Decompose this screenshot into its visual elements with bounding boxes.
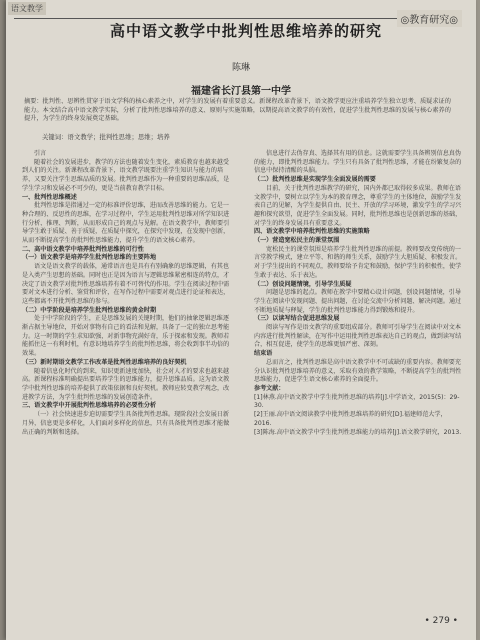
body-paragraph: 信息进行去伪存真、选择其有用的信息。这就需要学生具备辨别信息真伪的能力，即批判性思维能力。学生只有具备了批判性思维，才能在纷繁复杂的信息中保持清醒的头脑。 (254, 150, 462, 175)
reference-item: [1]林燕.高中语文教学中学生批判性思维的培养[J].中学语文，2015(5)：29-30. (254, 393, 460, 410)
body-paragraph: 处于中学阶段的学生，正是思维发展的关键时期，他们的抽象逻辑思维逐渐占据主导地位，开始对事物有自己的看法和见解，具备了一定的独立思考能力。这一时期的学生求知欲强，对新事物充满好奇，乐于探索和发现。教师若能抓住这一有利时机，有意识地培养学生的批判性思维，将会收到事半功倍的效果。 (22, 315, 230, 358)
body-paragraph: 问题是思维的起点。教师在教学中要精心设计问题，创设问题情境，引导学生在阅读中发现问题、提出问题，在讨论交流中分析问题、解决问题。通过不断地质疑与释疑，学生的批判性思维能力得到锻炼和提升。 (254, 289, 462, 314)
header-rule (14, 18, 416, 19)
right-text-column (254, 150, 462, 437)
section-heading: （一）语文教学是培养学生批判性思维的主要阵地 (22, 254, 157, 262)
article-author: 陈琳 (231, 63, 250, 73)
section-heading: 一、批判性思维概述 (22, 193, 77, 201)
keywords: 关键词：语文教学；批判性思维；思维；培养 (42, 133, 170, 141)
section-heading: 三、语文教学中开展批判性思维培养的必要性分析 (22, 402, 157, 410)
body-paragraph: 批判性思维是指通过一定的标准评价思维，进而改善思维的能力。它是一种合理的、反思性的思维，在学习过程中，学生运用批判性思维对所学知识进行分析、推理、判断，从而形成自己的观点与见解。在语文教学中，教师要引导学生敢于质疑、善于质疑，在质疑中探究，在探究中发现，在发现中创新，从而不断提高学生的批判性思维能力，提升学生的语文核心素养。 (22, 202, 230, 245)
author-affiliation: 福建省长汀县第一中学 (191, 86, 291, 97)
section-heading: （二）中学阶段是培养学生批判性思维的黄金时期 (22, 306, 157, 314)
page-number: • 279 • (424, 616, 458, 626)
section-heading: 二、高中语文教学中培养批判性思维的可行性 (22, 245, 144, 253)
journal-name: 语文教学 (8, 2, 46, 15)
page-header (6, 0, 476, 26)
reference-item: [3]陈海.高中语文教学中学生批判性思维能力的培养[J].语文教学研究，2013. (254, 428, 462, 436)
reference-item: [2]王丽.高中语文阅读教学中批判性思维培养的研究[D].福建师范大学，2016. (254, 411, 447, 427)
journal-page (6, 0, 476, 640)
body-paragraph: 语文是语文教学的载体，通常语言也是具有有别确象的思维逻辑，有其也是入类产生思想的基础。同时也正是因为语言与逻辑思维紧密相连的特点，才决定了语文教学对批判性思维培养有着不可替代的作用。学生在阅读过程中需要对文本进行分析、鉴赏和评价，在写作过程中需要对观点进行论证和表达，这些都离不开批判性思维的参与。 (22, 263, 230, 305)
body-paragraph: 引言 (34, 150, 47, 157)
section-heading: 结束语 (254, 350, 273, 358)
section-heading: （三）以读写结合促进思维发展 (254, 315, 340, 323)
body-paragraph: 目前，关于批判性思维教学的研究，国内外都已取得较多成果。教师在语文教学中，要树立以学生为本的教育理念，尊重学生的主体地位，鼓励学生发表自己的见解，为学生提供自由、民主、开放的学习环境，激发学生的学习兴趣和探究欲望，促进学生全面发展。同时，批判性思维也是创新思维的基础，对学生的终身发展具有重要意义。 (254, 184, 462, 227)
references-heading: 参考文献： (254, 384, 285, 392)
body-paragraph: 总而言之，批判性思维是高中语文教学中不可或缺的重要内容。教师要充分认识批判性思维培养的意义，采取有效的教学策略，不断提高学生的批判性思维能力，促进学生语文核心素养的全面提升。 (254, 358, 462, 384)
section-heading: （二）创设问题情境，引导学生质疑 (254, 280, 352, 288)
section-heading: （二）批判性思维是实现学生全面发展的需要 (254, 176, 376, 184)
abstract: 摘要：批判性、思辨性贯穿于语文学科的核心素养之中，对学生的发展有着重要意义。新课程改革背景下，语文教学更应注重培养学生独立思考、质疑求证的能力。本文结合高中语文教学实际，分析了批判性思维培养的意义、原则与实施策略，以期提高语文教学的有效性，促进学生批判性思维的发展与核心素养的提升，为学生的终身发展奠定基础。 (24, 98, 451, 123)
body-paragraph: 随着社会的发展进步，教学的方法也随着发生变化，素质教育也越来越受到人们的关注。新课程改革背景下，语文教学既要注重学生知识与能力的培养，又要关注学生思维品质的发展。批判性思维作为一种重要的思维品质，是学生学习和发展必不可少的，更是当前教育教学目标。 (22, 158, 230, 192)
body-paragraph: 宽松民主的课堂氛围是培养学生批判性思维的前提。教师要改变传统的一言堂教学模式，建立平等、和谐的师生关系，鼓励学生大胆质疑、积极发言。对于学生提出的不同观点，教师要给予肯定和鼓励，保护学生的积极性，使学生敢于表达、乐于表达。 (254, 245, 462, 279)
body-paragraph: 阅读与写作是语文教学的重要组成部分。教师可引导学生在阅读中对文本内容进行批判性解读，在写作中运用批判性思维表达自己的观点，做到读写结合，相互促进，使学生的思维更加严密、深刻。 (254, 324, 462, 349)
section-heading: 四、语文教学中培养批判性思维的实施策略 (254, 228, 370, 236)
left-text-column (22, 150, 230, 437)
body-paragraph: 随着信息化时代的到来，知识更新速度加快，社会对人才的要求也越来越高。新课程标准明确提出要培养学生的思维能力，提升思维品质。这为语文教学中批判性思维的培养提供了政策依据和良好契机。教师应转变教学观念，改进教学方法，为学生批判性思维的发展创造条件。 (22, 367, 230, 401)
section-heading: （一）营造宽松民主的课堂氛围 (254, 237, 340, 245)
section-label: ◎教育研究◎ (397, 10, 462, 27)
section-heading: （三）新时期语文教学工作改革是批判性思维培养的良好契机 (22, 358, 187, 366)
body-paragraph: （一）社会快速进步迫切需要学生具备批判性思维。现阶段社会发展日新月异，信息更是多样化，人们面对多样化的信息，只有具备批判性思维才能做出正确的判断和选择。 (22, 411, 230, 436)
article-title: 高中语文教学中批判性思维培养的研究 (109, 22, 382, 40)
